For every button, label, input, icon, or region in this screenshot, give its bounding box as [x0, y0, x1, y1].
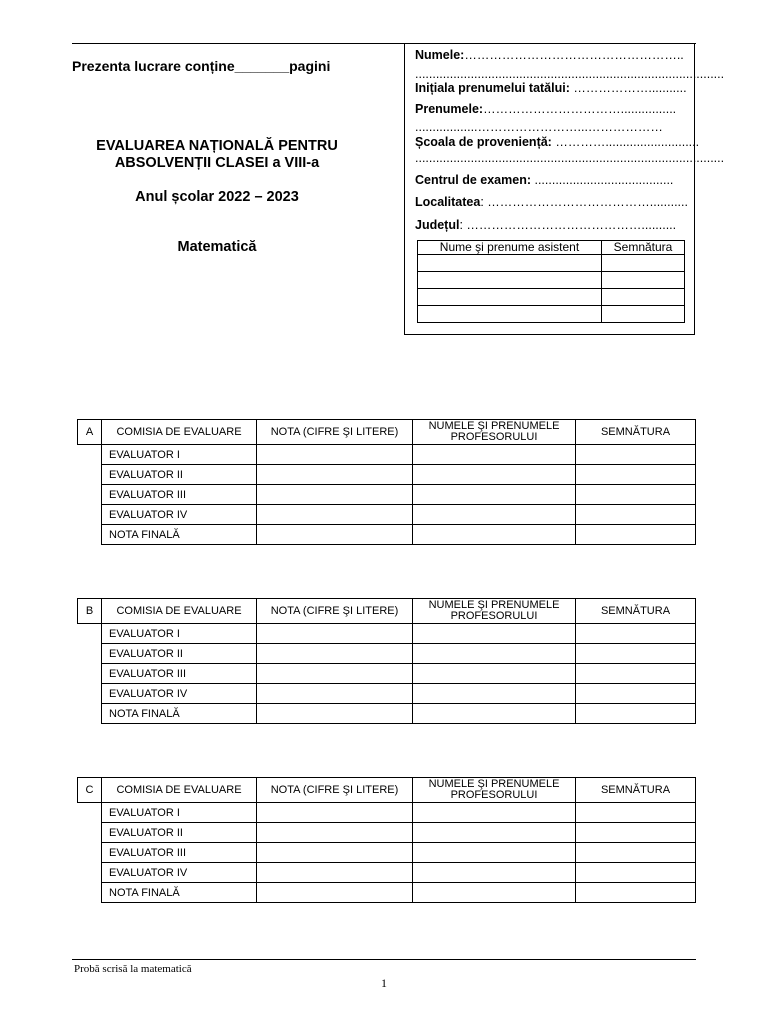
teacher-name-cell[interactable]: [413, 883, 576, 903]
exam-title-line2: ABSOLVENȚII CLASEI a VIII-a: [114, 155, 320, 171]
grade-cell[interactable]: [257, 704, 413, 724]
footer-rule: [72, 959, 696, 960]
assistant-signature-cell[interactable]: [602, 255, 685, 272]
column-header-grade: NOTA (CIFRE ŞI LITERE): [257, 778, 413, 803]
signature-cell[interactable]: [576, 684, 696, 704]
table-letter: A: [78, 420, 102, 445]
assistant-signature-cell[interactable]: [602, 272, 685, 289]
final-grade-label: NOTA FINALĂ: [102, 704, 257, 724]
scoala-dots: …………...........................: [551, 135, 700, 149]
final-grade-label: NOTA FINALĂ: [102, 883, 257, 903]
assistant-row: [418, 272, 685, 289]
footer-text: Probă scrisă la matematică: [74, 963, 192, 975]
grade-cell[interactable]: [257, 863, 413, 883]
numele-dots2: .........................................................................................: [415, 67, 725, 81]
assistant-name-cell[interactable]: [418, 255, 602, 272]
evaluation-table-c: [77, 777, 696, 903]
evaluator-label: EVALUATOR II: [102, 644, 257, 664]
prenume-label: Prenumele:: [415, 102, 484, 116]
signature-cell[interactable]: [576, 445, 696, 465]
centru-dots: ........................................: [531, 173, 674, 187]
evaluator-row: [78, 505, 696, 525]
evaluation-header-row: [78, 420, 696, 445]
grade-cell[interactable]: [257, 445, 413, 465]
signature-cell[interactable]: [576, 664, 696, 684]
localitatea-dots: : …………………………………...........: [480, 195, 688, 209]
grade-cell[interactable]: [257, 485, 413, 505]
initiala-dots: ………………...........: [569, 81, 687, 95]
signature-cell[interactable]: [576, 465, 696, 485]
grade-cell[interactable]: [257, 823, 413, 843]
evaluator-label: EVALUATOR IV: [102, 684, 257, 704]
prenume-dots: ……………………………................: [483, 102, 677, 116]
grade-cell[interactable]: [257, 803, 413, 823]
column-header-teacher-name: NUMELE ŞI PRENUMELE PROFESORULUI: [413, 420, 576, 445]
assistant-name-cell[interactable]: [418, 272, 602, 289]
evaluator-label: EVALUATOR III: [102, 485, 257, 505]
assistant-table: [417, 240, 685, 323]
grade-cell[interactable]: [257, 505, 413, 525]
final-grade-row: [78, 883, 696, 903]
scoala-field-line2[interactable]: [415, 150, 725, 166]
centru-field[interactable]: [415, 172, 685, 188]
teacher-name-cell[interactable]: [413, 664, 576, 684]
signature-cell[interactable]: [576, 803, 696, 823]
numele-dots: ……………………………………………..: [464, 48, 684, 62]
evaluator-row: [78, 445, 696, 465]
signature-cell[interactable]: [576, 624, 696, 644]
signature-cell[interactable]: [576, 843, 696, 863]
scoala-field[interactable]: [415, 134, 700, 150]
grade-cell[interactable]: [257, 843, 413, 863]
grade-cell[interactable]: [257, 624, 413, 644]
grade-cell[interactable]: [257, 644, 413, 664]
localitatea-label: Localitatea: [415, 195, 481, 209]
assistant-signature-cell[interactable]: [602, 289, 685, 306]
teacher-name-cell[interactable]: [413, 843, 576, 863]
candidate-id-box: [404, 43, 725, 335]
evaluator-label: EVALUATOR IV: [102, 863, 257, 883]
assistant-header-row: [418, 241, 685, 255]
evaluator-row: [78, 803, 696, 823]
column-header-grade: NOTA (CIFRE ŞI LITERE): [257, 599, 413, 624]
evaluator-row: [78, 863, 696, 883]
grade-cell[interactable]: [257, 883, 413, 903]
teacher-name-cell[interactable]: [413, 823, 576, 843]
prenume-field-line2[interactable]: [415, 119, 685, 135]
teacher-name-cell[interactable]: [413, 525, 576, 545]
teacher-name-cell[interactable]: [413, 684, 576, 704]
teacher-name-cell[interactable]: [413, 624, 576, 644]
grade-cell[interactable]: [257, 684, 413, 704]
evaluator-row: [78, 644, 696, 664]
numele-field[interactable]: [415, 47, 685, 63]
evaluator-row: [78, 465, 696, 485]
signature-cell[interactable]: [576, 704, 696, 724]
teacher-name-cell[interactable]: [413, 465, 576, 485]
column-header-teacher-name: NUMELE ŞI PRENUMELE PROFESORULUI: [413, 778, 576, 803]
final-grade-row: [78, 525, 696, 545]
judetul-dots: : ……………………………………..........: [459, 218, 677, 232]
teacher-name-cell[interactable]: [413, 863, 576, 883]
signature-cell[interactable]: [576, 485, 696, 505]
teacher-name-cell[interactable]: [413, 644, 576, 664]
evaluation-header-row: [78, 778, 696, 803]
school-year: Anul școlar 2022 – 2023: [135, 189, 299, 205]
evaluator-label: EVALUATOR II: [102, 823, 257, 843]
evaluator-label: EVALUATOR II: [102, 465, 257, 485]
assistant-signature-header: Semnătura: [602, 241, 685, 255]
signature-cell[interactable]: [576, 505, 696, 525]
column-header-signature: SEMNĂTURA: [576, 420, 696, 445]
column-header-commission: COMISIA DE EVALUARE: [102, 778, 257, 803]
localitatea-field[interactable]: [415, 194, 688, 210]
teacher-name-cell[interactable]: [413, 445, 576, 465]
teacher-name-cell[interactable]: [413, 505, 576, 525]
evaluator-label: EVALUATOR III: [102, 664, 257, 684]
evaluator-row: [78, 664, 696, 684]
column-header-grade: NOTA (CIFRE ŞI LITERE): [257, 420, 413, 445]
grade-cell[interactable]: [257, 525, 413, 545]
signature-cell[interactable]: [576, 823, 696, 843]
column-header-commission: COMISIA DE EVALUARE: [102, 599, 257, 624]
evaluator-label: EVALUATOR III: [102, 843, 257, 863]
table-letter: C: [78, 778, 102, 803]
column-header-signature: SEMNĂTURA: [576, 778, 696, 803]
grade-cell[interactable]: [257, 664, 413, 684]
evaluation-table-b: [77, 598, 696, 724]
assistant-name-header: Nume şi prenume asistent: [418, 241, 602, 255]
evaluator-label: EVALUATOR I: [102, 803, 257, 823]
signature-cell[interactable]: [576, 644, 696, 664]
evaluator-row: [78, 843, 696, 863]
column-header-teacher-name: NUMELE ŞI PRENUMELE PROFESORULUI: [413, 599, 576, 624]
assistant-signature-cell[interactable]: [602, 306, 685, 323]
signature-cell[interactable]: [576, 525, 696, 545]
subject-title: Matematică: [177, 239, 257, 255]
evaluator-row: [78, 624, 696, 644]
evaluator-label: EVALUATOR I: [102, 445, 257, 465]
exam-title-line1: EVALUAREA NAȚIONALĂ PENTRU: [96, 138, 338, 154]
signature-cell[interactable]: [576, 863, 696, 883]
grade-cell[interactable]: [257, 465, 413, 485]
evaluation-table-a: [77, 419, 696, 545]
evaluator-row: [78, 823, 696, 843]
assistant-row: [418, 289, 685, 306]
evaluator-row: [78, 684, 696, 704]
evaluation-header-row: [78, 599, 696, 624]
prenume-dots2: ..................……………………...………………: [415, 120, 663, 134]
evaluator-label: EVALUATOR I: [102, 624, 257, 644]
judetul-label: Județul: [415, 218, 460, 232]
numele-label: Numele:: [415, 48, 465, 62]
teacher-name-cell[interactable]: [413, 485, 576, 505]
prenume-field[interactable]: [415, 101, 685, 117]
initiala-field[interactable]: [415, 80, 685, 96]
scoala-dots2: .........................................................................................: [415, 151, 725, 165]
teacher-name-cell[interactable]: [413, 704, 576, 724]
centru-label: Centrul de examen:: [415, 173, 532, 187]
final-grade-row: [78, 704, 696, 724]
assistant-name-cell[interactable]: [418, 306, 602, 323]
scoala-label: Școala de proveniență:: [415, 135, 552, 149]
initiala-label: Inițiala prenumelui tatălui:: [415, 81, 570, 95]
teacher-name-cell[interactable]: [413, 803, 576, 823]
final-grade-label: NOTA FINALĂ: [102, 525, 257, 545]
evaluator-label: EVALUATOR IV: [102, 505, 257, 525]
signature-cell[interactable]: [576, 883, 696, 903]
assistant-row: [418, 306, 685, 323]
assistant-row: [418, 255, 685, 272]
judetul-field[interactable]: [415, 217, 685, 233]
column-header-commission: COMISIA DE EVALUARE: [102, 420, 257, 445]
page-number: 1: [381, 976, 387, 990]
assistant-name-cell[interactable]: [418, 289, 602, 306]
pages-count-line: Prezenta lucrare conține_______pagini: [72, 58, 331, 74]
evaluator-row: [78, 485, 696, 505]
column-header-signature: SEMNĂTURA: [576, 599, 696, 624]
table-letter: B: [78, 599, 102, 624]
